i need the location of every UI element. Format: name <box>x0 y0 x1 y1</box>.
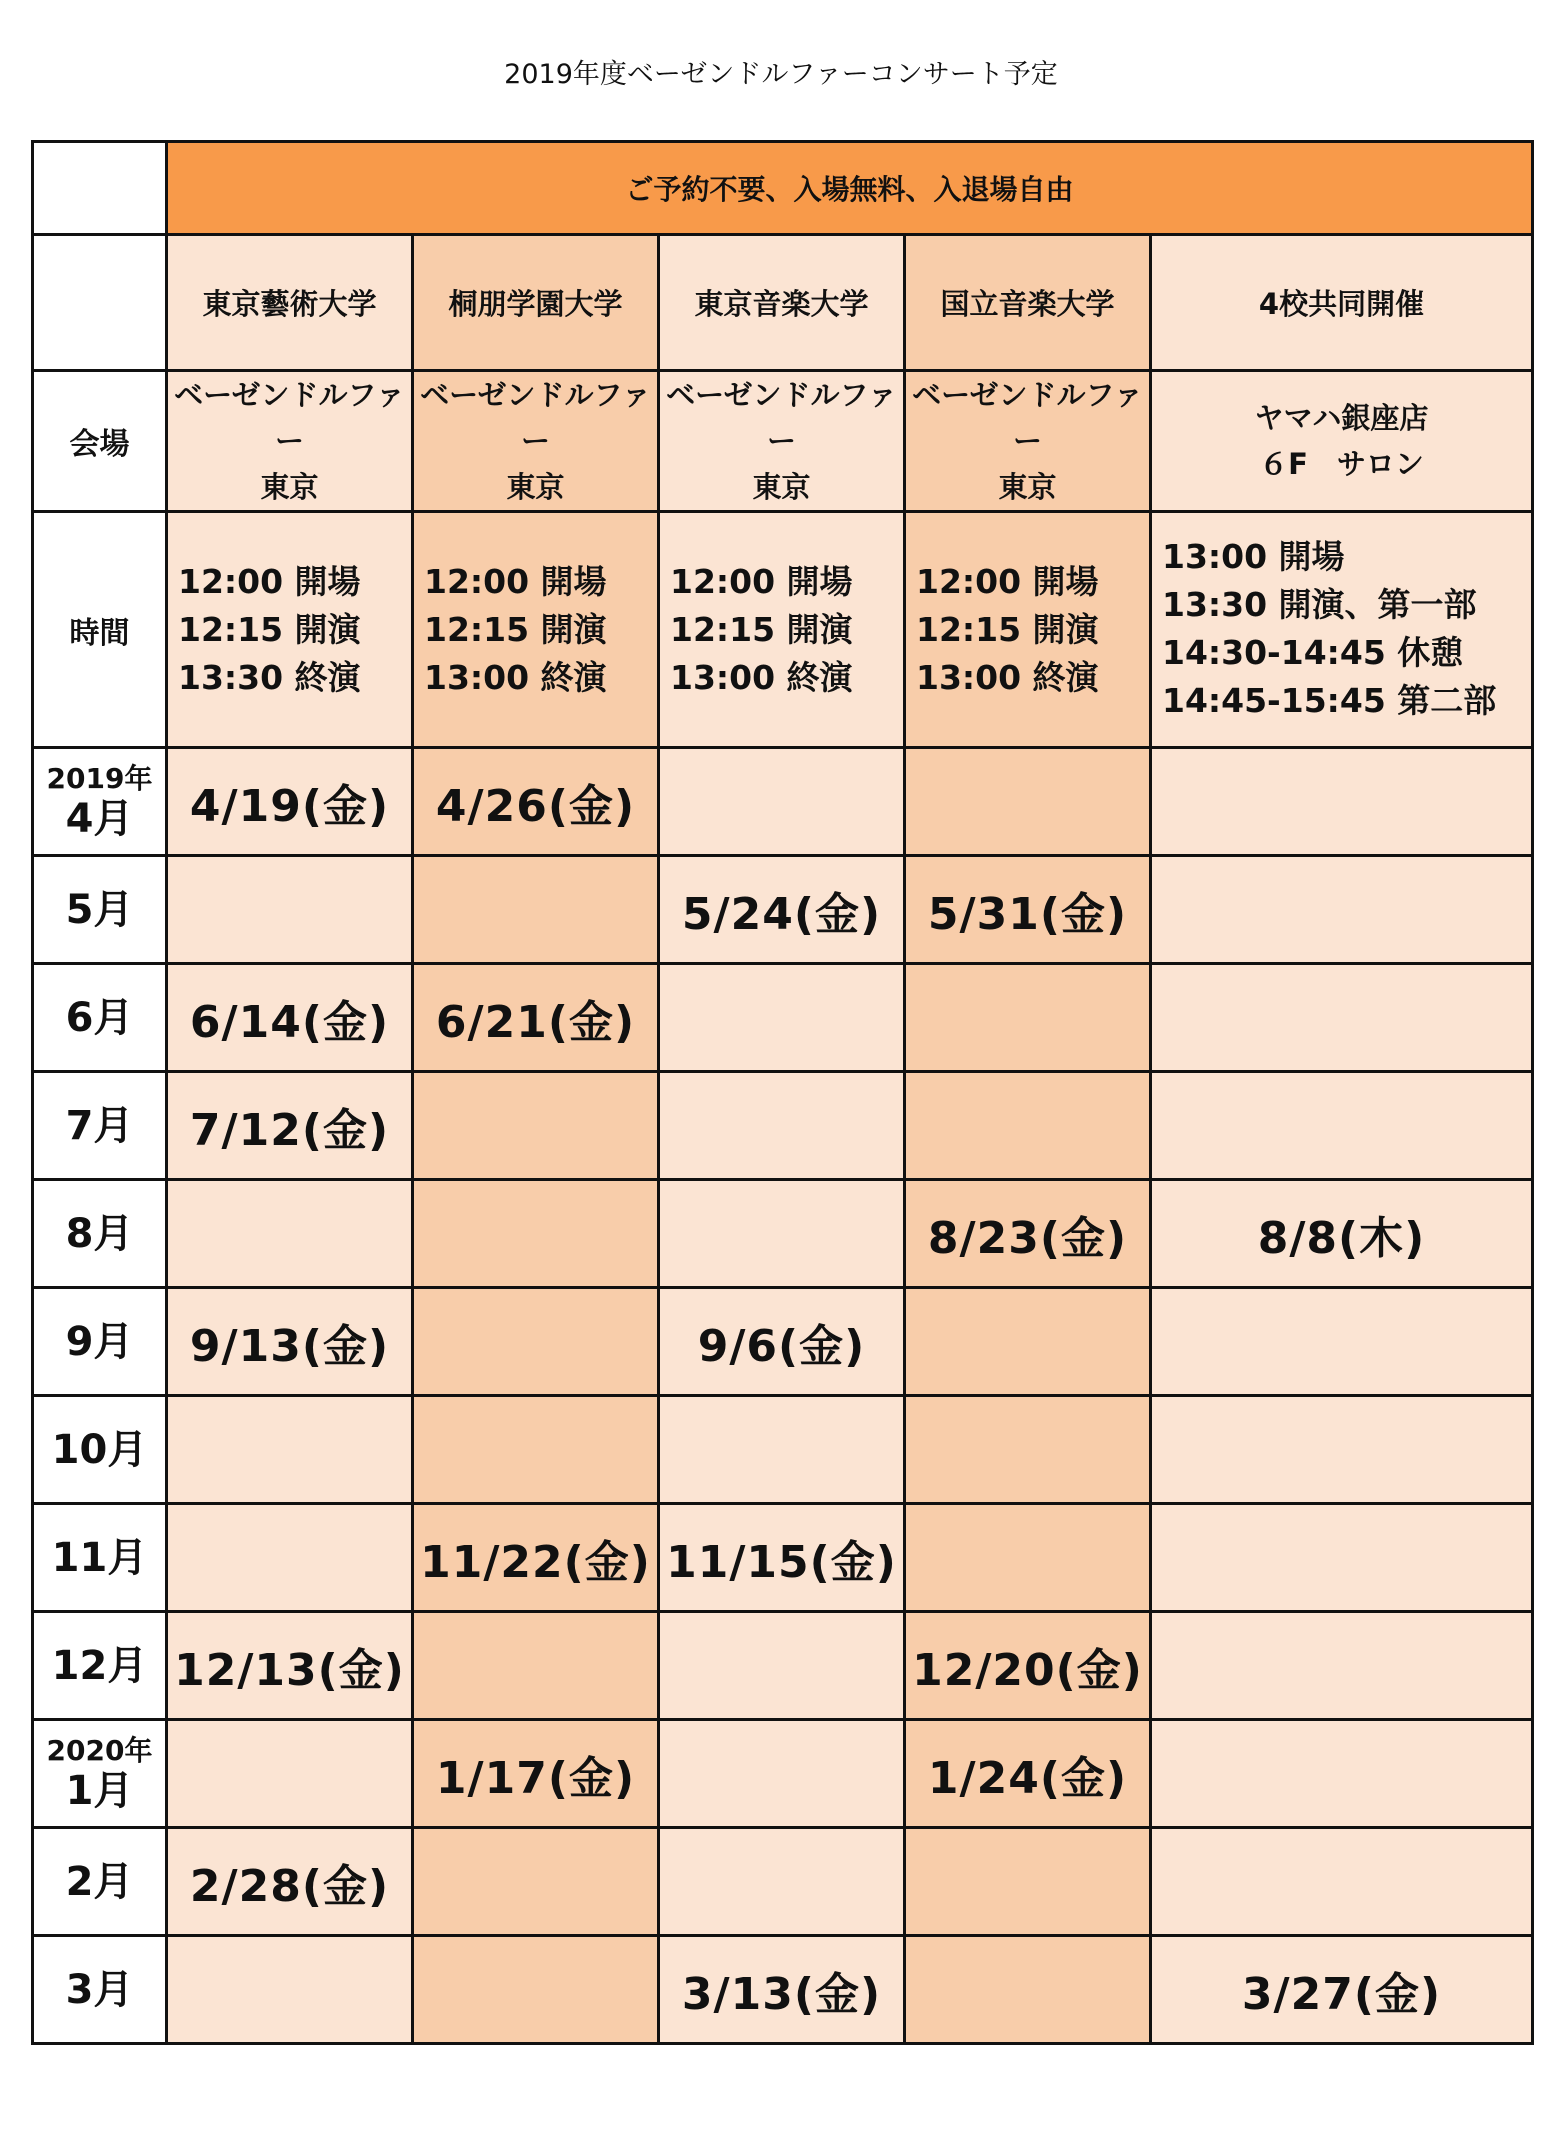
concert-date-cell <box>1151 1612 1533 1720</box>
concert-date-cell <box>1151 964 1533 1072</box>
concert-date-cell <box>167 1396 413 1504</box>
concert-date-cell <box>413 1396 659 1504</box>
concert-date-cell: 9/13(金) <box>167 1288 413 1396</box>
month-row <box>33 964 1533 1072</box>
concert-date-cell <box>1151 1720 1533 1828</box>
university-label-cell <box>33 235 167 371</box>
concert-date-cell: 11/22(金) <box>413 1504 659 1612</box>
month-label-cell <box>33 1288 167 1396</box>
time-row <box>33 512 1533 748</box>
month-label: 8月 <box>65 1210 134 1257</box>
month-label-cell <box>33 1612 167 1720</box>
time-line: 12:00 開場 <box>670 561 853 601</box>
concert-date-cell <box>659 1072 905 1180</box>
concert-date-cell: 1/24(金) <box>905 1720 1151 1828</box>
month-row <box>33 1180 1533 1288</box>
concert-date-cell <box>1151 1288 1533 1396</box>
concert-date-cell <box>413 1180 659 1288</box>
concert-date-cell <box>905 1072 1151 1180</box>
month-label-cell <box>33 964 167 1072</box>
venue-location: ６F サロン <box>1259 447 1424 481</box>
month-label: 5月 <box>65 886 134 933</box>
concert-date-cell: 5/24(金) <box>659 856 905 964</box>
time-cell <box>413 512 659 748</box>
concert-date-cell: 4/19(金) <box>167 748 413 856</box>
concert-date-cell <box>659 964 905 1072</box>
page-title: 2019年度ベーゼンドルファーコンサート予定 <box>504 59 1058 90</box>
month-row <box>33 1504 1533 1612</box>
concert-date-cell <box>905 1936 1151 2044</box>
university-header: 桐朋学園大学 <box>413 235 659 371</box>
concert-date-cell <box>659 1612 905 1720</box>
concert-date-cell <box>167 1180 413 1288</box>
time-cell <box>1151 512 1533 748</box>
month-label-cell <box>33 1180 167 1288</box>
month-label-cell <box>33 1396 167 1504</box>
concert-date-cell <box>167 1936 413 2044</box>
time-line: 12:15 開演 <box>916 609 1099 649</box>
time-cell <box>905 512 1151 748</box>
month-label: 7月 <box>65 1102 134 1149</box>
corner-cell <box>33 142 167 235</box>
schedule-table <box>31 140 1534 2045</box>
time-line: 13:00 終演 <box>916 657 1099 697</box>
concert-date-cell: 6/21(金) <box>413 964 659 1072</box>
concert-date-cell: 7/12(金) <box>167 1072 413 1180</box>
venue-row <box>33 371 1533 512</box>
concert-date-cell: 4/26(金) <box>413 748 659 856</box>
venue-cell <box>413 371 659 512</box>
concert-date-cell <box>905 1396 1151 1504</box>
concert-date-cell <box>413 1072 659 1180</box>
admission-banner: ご予約不要、入場無料、入退場自由 <box>167 142 1533 235</box>
concert-date-cell <box>659 1720 905 1828</box>
banner-row <box>33 142 1533 235</box>
time-line: 12:00 開場 <box>916 561 1099 601</box>
concert-date-cell <box>659 1396 905 1504</box>
time-line: 14:30-14:45 休憩 <box>1162 633 1464 672</box>
concert-date-cell: 9/6(金) <box>659 1288 905 1396</box>
university-header: 国立音楽大学 <box>905 235 1151 371</box>
time-line: 12:15 開演 <box>178 609 361 649</box>
time-line: 13:30 終演 <box>178 657 361 697</box>
venue-label: 会場 <box>33 371 167 512</box>
concert-date-cell <box>167 856 413 964</box>
month-label-cell <box>33 1828 167 1936</box>
month-row <box>33 856 1533 964</box>
concert-date-cell <box>905 1288 1151 1396</box>
concert-date-cell: 12/13(金) <box>167 1612 413 1720</box>
concert-date-cell <box>1151 1072 1533 1180</box>
year-label: 2020年 <box>46 1733 153 1767</box>
time-line: 12:00 開場 <box>424 561 607 601</box>
concert-date-cell <box>905 748 1151 856</box>
month-label-cell <box>33 1504 167 1612</box>
venue-name: ベーゼンドルファー <box>174 378 405 458</box>
concert-date-cell: 3/13(金) <box>659 1936 905 2044</box>
time-line: 13:00 終演 <box>670 657 853 697</box>
concert-date-cell <box>167 1504 413 1612</box>
year-label: 2019年 <box>46 761 153 795</box>
concert-date-cell <box>167 1720 413 1828</box>
venue-location: 東京 <box>506 470 565 504</box>
month-label-cell <box>33 1072 167 1180</box>
venue-cell <box>905 371 1151 512</box>
venue-cell <box>167 371 413 512</box>
time-line: 12:15 開演 <box>670 609 853 649</box>
concert-date-cell <box>1151 1828 1533 1936</box>
concert-date-cell <box>1151 856 1533 964</box>
concert-date-cell <box>659 1180 905 1288</box>
venue-name: ベーゼンドルファー <box>666 378 897 458</box>
month-label: 4月 <box>65 795 134 842</box>
concert-date-cell <box>1151 1504 1533 1612</box>
concert-date-cell <box>413 1828 659 1936</box>
month-row <box>33 1720 1533 1828</box>
month-label-cell <box>33 1936 167 2044</box>
venue-location: 東京 <box>752 470 811 504</box>
venue-cell <box>659 371 905 512</box>
concert-date-cell <box>905 1504 1151 1612</box>
concert-date-cell: 6/14(金) <box>167 964 413 1072</box>
month-label-cell <box>33 856 167 964</box>
concert-date-cell <box>1151 748 1533 856</box>
concert-date-cell: 11/15(金) <box>659 1504 905 1612</box>
venue-name: ヤマハ銀座店 <box>1254 401 1429 435</box>
university-header: 東京藝術大学 <box>167 235 413 371</box>
month-label: 11月 <box>51 1534 148 1581</box>
venue-name: ベーゼンドルファー <box>912 378 1143 458</box>
month-label: 10月 <box>51 1426 148 1473</box>
month-label: 3月 <box>65 1966 134 2013</box>
month-row <box>33 1072 1533 1180</box>
concert-date-cell <box>1151 1396 1533 1504</box>
month-label-cell <box>33 748 167 856</box>
month-row <box>33 1828 1533 1936</box>
time-line: 14:45-15:45 第二部 <box>1162 681 1497 720</box>
university-header: 東京音楽大学 <box>659 235 905 371</box>
concert-date-cell <box>413 856 659 964</box>
concert-date-cell: 2/28(金) <box>167 1828 413 1936</box>
month-row <box>33 748 1533 856</box>
concert-date-cell: 3/27(金) <box>1151 1936 1533 2044</box>
month-label: 9月 <box>65 1318 134 1365</box>
concert-date-cell: 1/17(金) <box>413 1720 659 1828</box>
time-cell <box>659 512 905 748</box>
concert-date-cell <box>905 1828 1151 1936</box>
concert-date-cell <box>413 1612 659 1720</box>
month-row <box>33 1396 1533 1504</box>
concert-date-cell <box>905 964 1151 1072</box>
venue-location: 東京 <box>260 470 319 504</box>
time-line: 13:00 開場 <box>1162 537 1345 576</box>
concert-date-cell: 5/31(金) <box>905 856 1151 964</box>
venue-location: 東京 <box>998 470 1057 504</box>
university-header: 4校共同開催 <box>1151 235 1533 371</box>
time-cell <box>167 512 413 748</box>
concert-date-cell <box>413 1288 659 1396</box>
month-label: 6月 <box>65 994 134 1041</box>
concert-date-cell: 12/20(金) <box>905 1612 1151 1720</box>
time-line: 12:00 開場 <box>178 561 361 601</box>
month-label: 2月 <box>65 1858 134 1905</box>
venue-cell <box>1151 371 1533 512</box>
month-label: 1月 <box>65 1767 134 1814</box>
time-line: 13:00 終演 <box>424 657 607 697</box>
month-row <box>33 1612 1533 1720</box>
time-line: 13:30 開演、第一部 <box>1162 585 1477 624</box>
time-line: 12:15 開演 <box>424 609 607 649</box>
month-label-cell <box>33 1720 167 1828</box>
concert-date-cell <box>413 1936 659 2044</box>
university-row <box>33 235 1533 371</box>
concert-date-cell: 8/8(木) <box>1151 1180 1533 1288</box>
month-row <box>33 1288 1533 1396</box>
month-row <box>33 1936 1533 2044</box>
time-label: 時間 <box>33 512 167 748</box>
concert-date-cell <box>659 748 905 856</box>
concert-date-cell <box>659 1828 905 1936</box>
venue-name: ベーゼンドルファー <box>420 378 651 458</box>
month-label: 12月 <box>51 1642 148 1689</box>
concert-date-cell: 8/23(金) <box>905 1180 1151 1288</box>
